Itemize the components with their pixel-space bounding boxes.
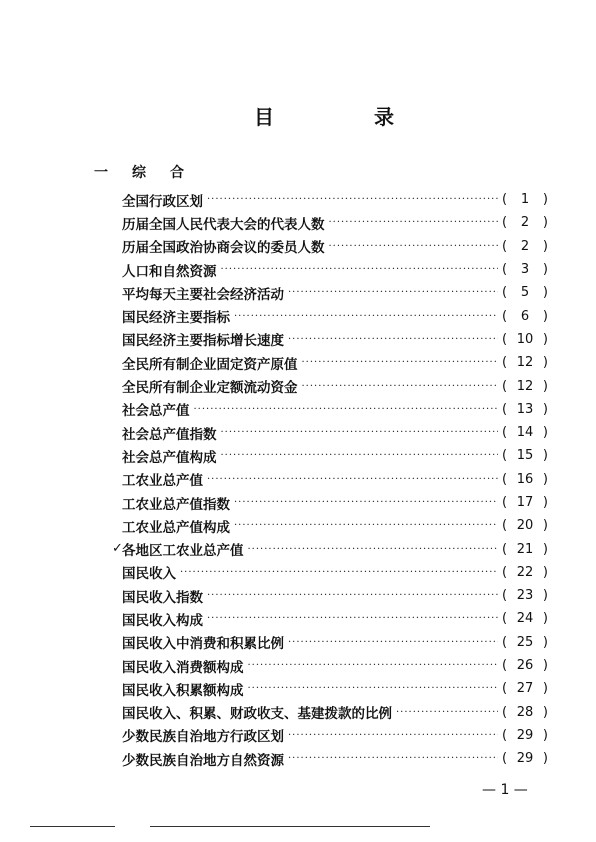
page-num: 28 (516, 704, 534, 720)
toc-entry-page (502, 332, 548, 347)
page-num: 2 (520, 238, 530, 254)
page-num: 26 (516, 658, 534, 674)
paren-open: ( (502, 727, 508, 743)
dot-leader (288, 730, 498, 741)
paren-close: ) (542, 425, 548, 441)
paren-open: ( (502, 355, 508, 371)
page-num: 3 (520, 262, 530, 278)
toc-title (254, 100, 394, 130)
toc-entry-label: 少数民族自治地方自然资源 (122, 752, 284, 769)
paren-open: ( (502, 285, 508, 301)
toc-list (112, 188, 548, 770)
paren-close: ) (542, 331, 548, 347)
dot-leader (180, 567, 498, 578)
paren-open: ( (502, 681, 508, 697)
dot-leader (207, 474, 498, 485)
toc-entry-label: 社会总产值指数 (122, 426, 217, 443)
paren-open: ( (502, 448, 508, 464)
toc-entry[interactable] (122, 677, 548, 700)
dot-leader (221, 264, 499, 275)
toc-entry-page (502, 448, 548, 463)
page-num: 10 (516, 331, 534, 347)
toc-entry-label: 社会总产值构成 (122, 449, 217, 466)
paren-close: ) (542, 704, 548, 720)
toc-entry-label: 平均每天主要社会经济活动 (122, 286, 284, 303)
toc-entry-page (502, 262, 548, 277)
toc-entry-page (502, 402, 548, 417)
paren-open: ( (502, 215, 508, 231)
toc-entry-page (502, 285, 548, 300)
section-name: 综合 (132, 165, 208, 181)
toc-entry-page (502, 215, 548, 230)
paren-open: ( (502, 401, 508, 417)
toc-entry[interactable] (122, 374, 548, 397)
page-num: 12 (516, 355, 534, 371)
paren-close: ) (542, 634, 548, 650)
paren-open: ( (502, 658, 508, 674)
toc-entry[interactable] (122, 514, 548, 537)
toc-entry-label: 国民收入积累额构成 (122, 682, 244, 699)
paren-open: ( (502, 308, 508, 324)
paren-close: ) (542, 681, 548, 697)
toc-entry[interactable] (122, 468, 548, 491)
page-number: — 1 — (482, 782, 528, 798)
toc-entry-label: 历届全国人民代表大会的代表人数 (122, 216, 325, 233)
toc-entry-page (502, 239, 548, 254)
toc-entry[interactable] (122, 398, 548, 421)
toc-entry[interactable] (122, 444, 548, 467)
toc-entry-label: 工农业总产值指数 (122, 496, 230, 513)
page-num: 1 (520, 192, 530, 208)
paren-close: ) (542, 192, 548, 208)
toc-entry-label: 历届全国政治协商会议的委员人数 (122, 240, 325, 257)
page-num: 5 (520, 285, 530, 301)
toc-entry-page (502, 728, 548, 743)
toc-entry-page (502, 588, 548, 603)
dot-leader (288, 753, 498, 764)
page-num: 15 (516, 448, 534, 464)
toc-entry[interactable] (122, 747, 548, 770)
title-char-1: 目 (254, 104, 274, 129)
paren-close: ) (542, 751, 548, 767)
dot-leader (207, 613, 498, 624)
paren-close: ) (542, 448, 548, 464)
toc-entry-label: 人口和自然资源 (122, 263, 217, 280)
toc-entry[interactable] (122, 631, 548, 654)
bottom-rule-right (150, 826, 430, 827)
paren-open: ( (502, 751, 508, 767)
bottom-rule-left (30, 826, 115, 827)
paren-close: ) (542, 611, 548, 627)
dot-leader (234, 311, 498, 322)
page-num: 29 (516, 727, 534, 743)
dot-leader (288, 287, 498, 298)
toc-entry[interactable] (122, 211, 548, 234)
paren-open: ( (502, 518, 508, 534)
dot-leader (207, 590, 498, 601)
toc-entry-page (502, 518, 548, 533)
toc-entry-label: 国民经济主要指标 (122, 310, 230, 327)
paren-open: ( (502, 425, 508, 441)
toc-entry-page (502, 379, 548, 394)
dot-leader (234, 497, 498, 508)
page-num: 25 (516, 634, 534, 650)
dot-leader (248, 683, 499, 694)
dot-leader (302, 357, 499, 368)
dot-leader (221, 427, 499, 438)
toc-entry-label: 国民收入构成 (122, 612, 203, 629)
dot-leader (396, 707, 498, 718)
section-number: 一 (94, 165, 108, 181)
check-mark-icon: ✓ (112, 541, 123, 557)
paren-close: ) (542, 541, 548, 557)
toc-entry[interactable] (122, 235, 548, 258)
toc-entry-page (502, 705, 548, 720)
page-num: 6 (520, 308, 530, 324)
toc-entry-page (502, 751, 548, 766)
toc-entry[interactable] (122, 654, 548, 677)
dot-leader (288, 334, 498, 345)
toc-entry-page (502, 192, 548, 207)
toc-entry[interactable] (122, 724, 548, 747)
paren-close: ) (542, 262, 548, 278)
toc-entry-page (502, 355, 548, 370)
toc-entry[interactable] (122, 701, 548, 724)
page-num: 14 (516, 425, 534, 441)
paren-open: ( (502, 704, 508, 720)
toc-entry[interactable] (122, 258, 548, 281)
toc-entry[interactable] (122, 491, 548, 514)
paren-close: ) (542, 658, 548, 674)
toc-entry[interactable] (122, 561, 548, 584)
page-num: 17 (516, 495, 534, 510)
paren-open: ( (502, 378, 508, 394)
page-num: 24 (516, 611, 534, 627)
toc-entry-label: 全国行政区划 (122, 193, 203, 210)
paren-close: ) (542, 308, 548, 324)
toc-entry-page (502, 565, 548, 580)
toc-entry-page (502, 658, 548, 673)
page-num: 23 (516, 588, 534, 604)
page-num: 29 (516, 751, 534, 767)
toc-entry-label: 国民收入消费额构成 (122, 659, 244, 676)
dot-leader (288, 637, 498, 648)
paren-open: ( (502, 611, 508, 627)
dot-leader (234, 520, 498, 531)
paren-close: ) (542, 564, 548, 580)
paren-close: ) (542, 215, 548, 231)
paren-close: ) (542, 378, 548, 394)
toc-entry-page (502, 635, 548, 650)
toc-entry-page (502, 309, 548, 324)
toc-entry-label: 国民经济主要指标增长速度 (122, 333, 284, 350)
dot-leader (248, 660, 499, 671)
toc-entry-page (502, 472, 548, 487)
paren-close: ) (542, 355, 548, 371)
toc-entry-label: 国民收入、积累、财政收支、基建拨款的比例 (122, 706, 392, 723)
page-num: 27 (516, 681, 534, 697)
page-num: 13 (516, 401, 534, 417)
toc-entry[interactable] (122, 328, 548, 351)
toc-entry[interactable] (122, 607, 548, 630)
toc-entry-page (502, 425, 548, 440)
toc-entry-label: 工农业总产值构成 (122, 519, 230, 536)
dot-leader (207, 194, 498, 205)
section-heading (94, 162, 208, 182)
toc-entry-label: 少数民族自治地方行政区划 (122, 729, 284, 746)
toc-entry[interactable] (122, 188, 548, 211)
paren-open: ( (502, 262, 508, 278)
dot-leader (248, 544, 499, 555)
paren-open: ( (502, 634, 508, 650)
toc-entry-page (502, 681, 548, 696)
dot-leader (302, 381, 499, 392)
dot-leader (194, 404, 499, 415)
paren-open: ( (502, 495, 508, 510)
paren-close: ) (542, 518, 548, 534)
dot-leader (221, 450, 499, 461)
page-num: 22 (516, 564, 534, 580)
paren-open: ( (502, 471, 508, 487)
title-char-2: 录 (374, 104, 394, 129)
page-num: 21 (516, 541, 534, 557)
paren-close: ) (542, 285, 548, 301)
paren-close: ) (542, 238, 548, 254)
toc-entry-label: 社会总产值 (122, 403, 190, 420)
paren-open: ( (502, 541, 508, 557)
paren-open: ( (502, 192, 508, 208)
toc-entry-page (502, 611, 548, 626)
page-num: 2 (520, 215, 530, 231)
toc-entry[interactable] (122, 351, 548, 374)
toc-entry[interactable] (122, 584, 548, 607)
toc-entry[interactable] (112, 537, 548, 560)
toc-entry[interactable] (122, 421, 548, 444)
paren-open: ( (502, 564, 508, 580)
dot-leader (329, 217, 499, 228)
paren-open: ( (502, 238, 508, 254)
page-num: 12 (516, 378, 534, 394)
page-num: 16 (516, 471, 534, 487)
paren-open: ( (502, 588, 508, 604)
toc-entry[interactable] (122, 281, 548, 304)
toc-entry-label: 全民所有制企业固定资产原值 (122, 356, 298, 373)
toc-entry-label: 国民收入中消费和积累比例 (122, 636, 284, 653)
paren-close: ) (542, 727, 548, 743)
dot-leader (329, 241, 499, 252)
toc-entry-label: 国民收入指数 (122, 589, 203, 606)
toc-entry-label: 全民所有制企业定额流动资金 (122, 380, 298, 397)
toc-entry[interactable] (122, 304, 548, 327)
paren-close: ) (542, 401, 548, 417)
paren-close: ) (542, 588, 548, 604)
toc-entry-label: 工农业总产值 (122, 473, 203, 490)
toc-entry-page (502, 542, 548, 557)
paren-close: ) (542, 495, 548, 510)
toc-entry-label: 各地区工农业总产值 (122, 543, 244, 560)
toc-entry-page (502, 495, 548, 510)
toc-entry-label: 国民收入 (122, 566, 176, 583)
paren-close: ) (542, 471, 548, 487)
page-num: 20 (516, 518, 534, 534)
paren-open: ( (502, 331, 508, 347)
